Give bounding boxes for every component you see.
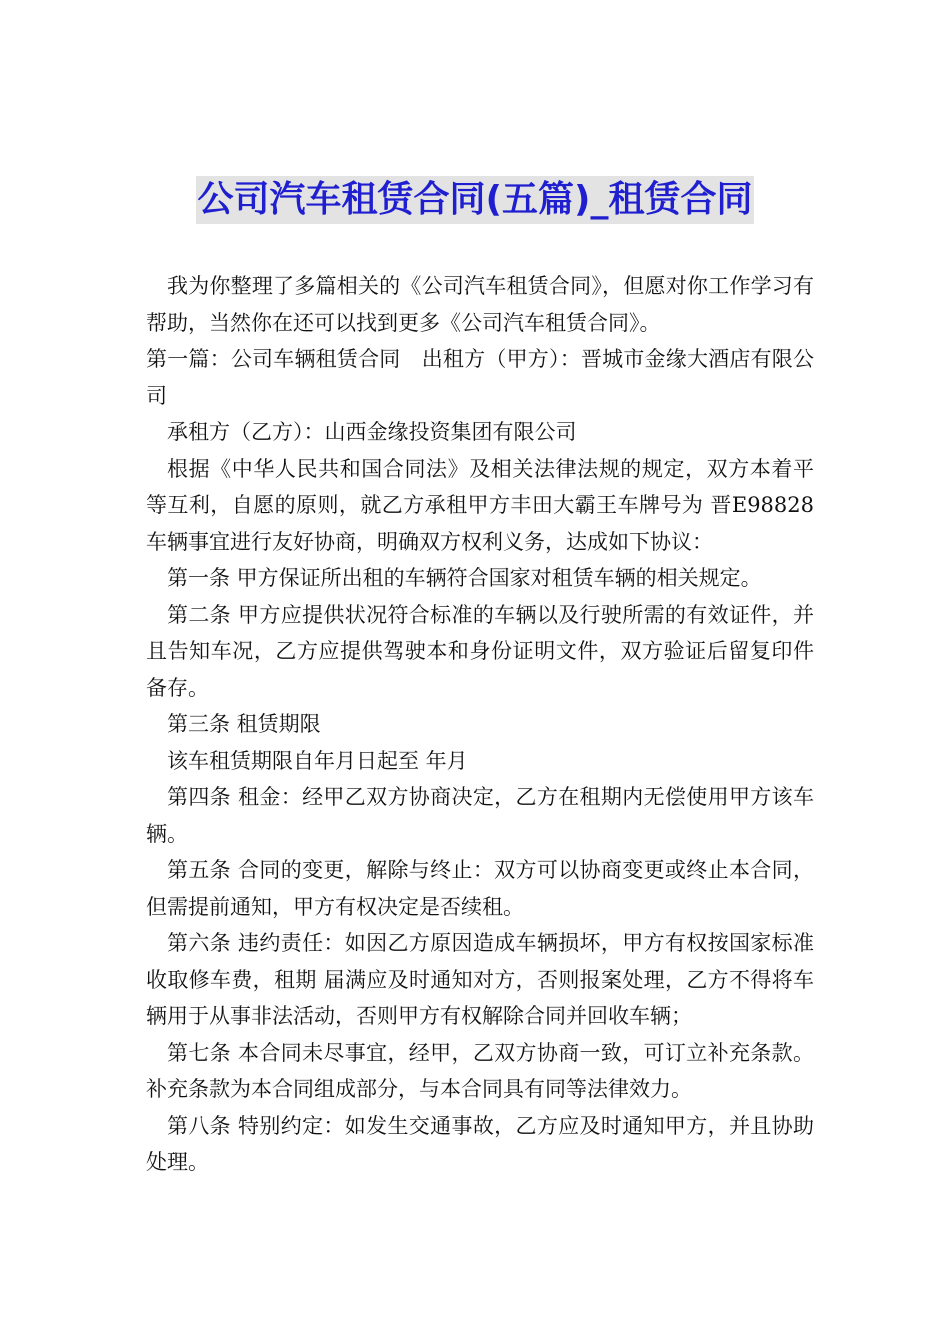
paragraph-article-5: 第五条 合同的变更，解除与终止：双方可以协商变更或终止本合同，但需提前通知，甲方有权决定是否续租。 xyxy=(146,858,814,919)
paragraph-intro: 我为你整理了多篇相关的《公司汽车租赁合同》，但愿对你工作学习有帮助，当然你在还可以找到更多《公司汽车租赁合同》。 xyxy=(146,274,814,335)
paragraph-article-1: 第一条 甲方保证所出租的车辆符合国家对租赁车辆的相关规定。 xyxy=(167,566,762,590)
paragraph-article-3: 第三条 租赁期限 xyxy=(167,712,321,736)
paragraph-article-7: 第七条 本合同未尽事宜，经甲，乙双方协商一致，可订立补充条款。补充条款为本合同组成部分，与本合同具有同等法律效力。 xyxy=(146,1040,814,1101)
document-title: 公司汽车租赁合同(五篇)_租赁合同 xyxy=(196,176,755,224)
paragraph-article-8: 第八条 特别约定：如发生交通事故，乙方应及时通知甲方，并且协助处理。 xyxy=(146,1113,814,1174)
document-body xyxy=(146,268,814,1181)
paragraph-article-4: 第四条 租金：经甲乙双方协商决定，乙方在租期内无偿使用甲方该车辆。 xyxy=(146,785,814,846)
paragraph-article-6: 第六条 违约责任：如因乙方原因造成车辆损坏，甲方有权按国家标准收取修车费，租期 届满应及时通知对方，否则报案处理，乙方不得将车辆用于从事非法活动，否则甲方有权解除合同并回收车辆； xyxy=(146,931,814,1028)
paragraph-part-one-lessor: 第一篇：公司车辆租赁合同 出租方（甲方）：晋城市金缘大酒店有限公司 xyxy=(146,347,814,408)
paragraph-legal-basis: 根据《中华人民共和国合同法》及相关法律法规的规定，双方本着平等互利，自愿的原则，就乙方承租甲方丰田大霸王车牌号为 晋E98828车辆事宜进行友好协商，明确双方权利义务，达成如下协议： xyxy=(146,456,814,554)
title-container xyxy=(0,176,950,224)
paragraph-lease-term: 该车租赁期限自年月日起至 年月 xyxy=(167,748,468,773)
paragraph-article-2: 第二条 甲方应提供状况符合标准的车辆以及行驶所需的有效证件，并且告知车况，乙方应提供驾驶本和身份证明文件，双方验证后留复印件备存。 xyxy=(146,602,814,700)
paragraph-lessee: 承租方（乙方）：山西金缘投资集团有限公司 xyxy=(167,420,577,444)
